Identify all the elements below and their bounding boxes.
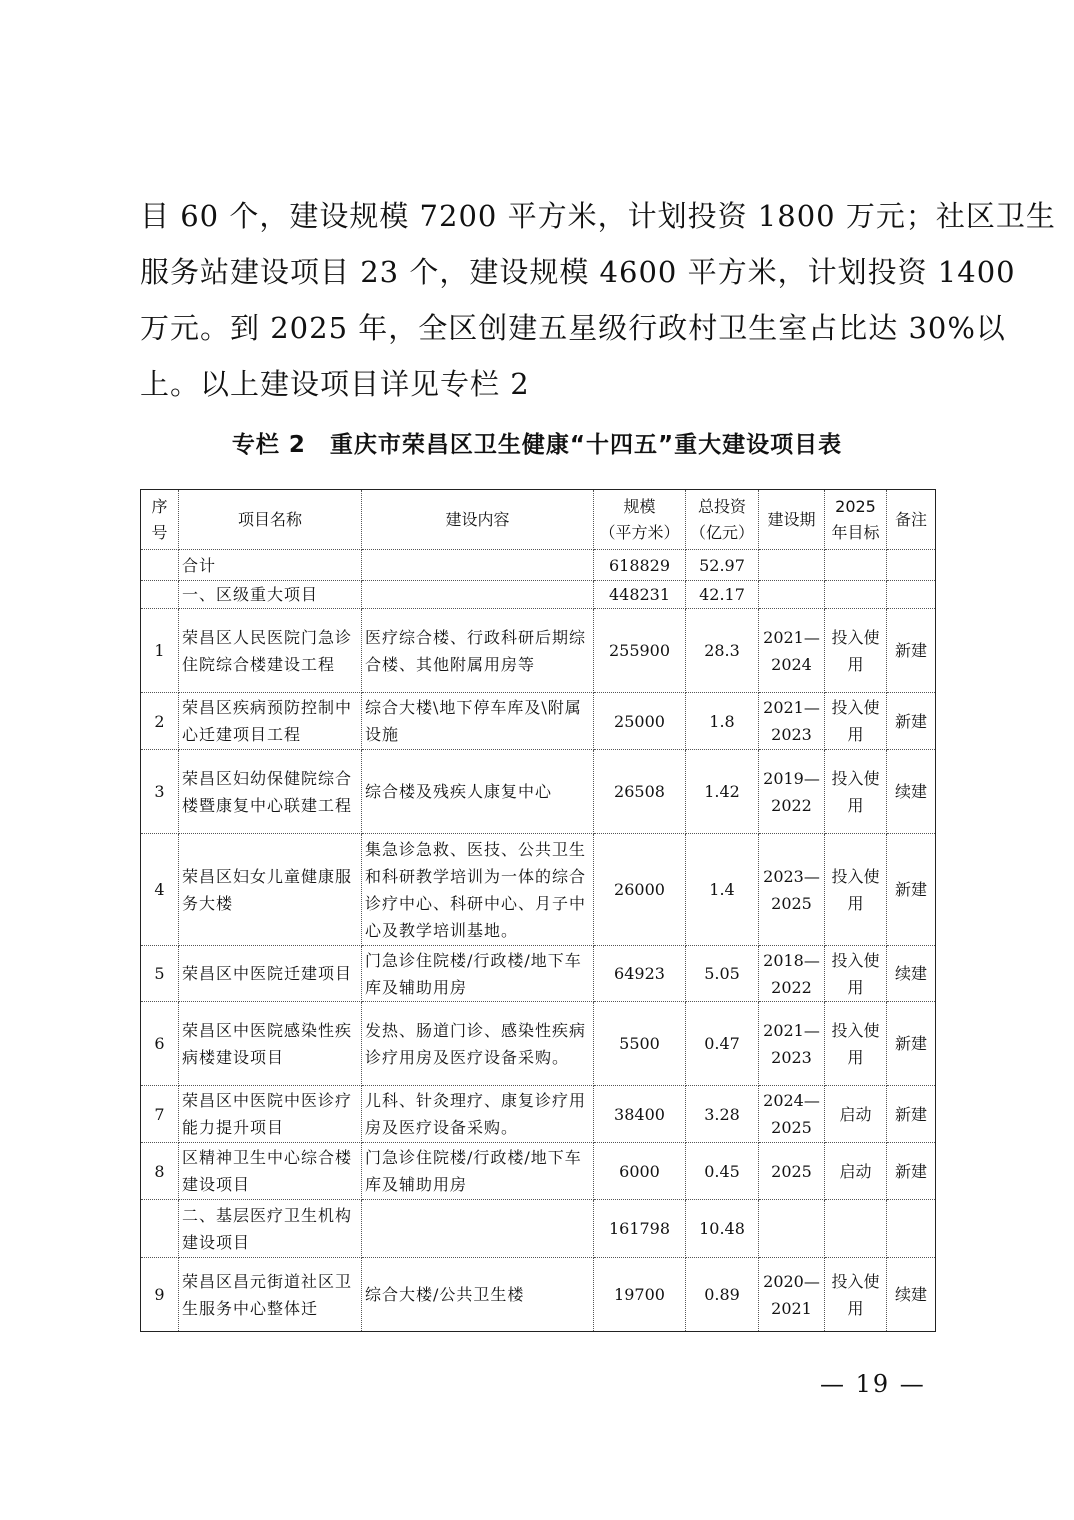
cell-note: 新建 xyxy=(887,1002,936,1086)
header-name: 项目名称 xyxy=(179,490,362,550)
cell-scale: 448231 xyxy=(594,581,686,609)
cell-period: 2020—2021 xyxy=(759,1258,825,1332)
cell-no: 2 xyxy=(141,693,179,750)
cell-invest: 0.45 xyxy=(686,1143,759,1200)
cell-invest: 10.48 xyxy=(686,1200,759,1258)
cell-note: 新建 xyxy=(887,1086,936,1143)
header-content: 建设内容 xyxy=(362,490,594,550)
table-header-row xyxy=(141,490,936,550)
paragraph-line: 服务站建设项目 23 个，建设规模 4600 平方米，计划投资 1400 xyxy=(140,255,1016,289)
cell-name: 荣昌区中医院迁建项目 xyxy=(179,946,362,1002)
table-body xyxy=(141,550,936,1332)
cell-period xyxy=(759,550,825,581)
table-row xyxy=(141,750,936,834)
cell-scale: 26000 xyxy=(594,834,686,946)
cell-content xyxy=(362,1200,594,1258)
cell-period: 2025 xyxy=(759,1143,825,1200)
cell-target: 投入使用 xyxy=(825,946,887,1002)
table-row xyxy=(141,834,936,946)
cell-invest: 1.8 xyxy=(686,693,759,750)
cell-no: 3 xyxy=(141,750,179,834)
cell-period: 2021—2024 xyxy=(759,609,825,693)
cell-note: 新建 xyxy=(887,693,936,750)
page-number: — 19 — xyxy=(820,1370,926,1398)
cell-target: 投入使用 xyxy=(825,834,887,946)
table-row xyxy=(141,1143,936,1200)
cell-scale: 618829 xyxy=(594,550,686,581)
cell-note: 续建 xyxy=(887,1258,936,1332)
cell-scale: 5500 xyxy=(594,1002,686,1086)
cell-target xyxy=(825,581,887,609)
cell-target: 投入使用 xyxy=(825,750,887,834)
cell-invest: 5.05 xyxy=(686,946,759,1002)
cell-note xyxy=(887,1200,936,1258)
table-row xyxy=(141,693,936,750)
table-row xyxy=(141,609,936,693)
cell-content xyxy=(362,581,594,609)
cell-invest: 42.17 xyxy=(686,581,759,609)
paragraph-line: 目 60 个，建设规模 7200 平方米，计划投资 1800 万元；社区卫生 xyxy=(140,199,1056,233)
cell-period xyxy=(759,581,825,609)
cell-content: 综合大楼\地下停车库及\附属设施 xyxy=(362,693,594,750)
body-paragraph xyxy=(140,188,1056,412)
table-row xyxy=(141,1200,936,1258)
cell-no: 7 xyxy=(141,1086,179,1143)
cell-target: 投入使用 xyxy=(825,1002,887,1086)
cell-target: 投入使用 xyxy=(825,609,887,693)
cell-period: 2018—2022 xyxy=(759,946,825,1002)
cell-name: 荣昌区中医院中医诊疗能力提升项目 xyxy=(179,1086,362,1143)
cell-no: 6 xyxy=(141,1002,179,1086)
cell-note: 续建 xyxy=(887,946,936,1002)
table-row xyxy=(141,1258,936,1332)
cell-name: 二、基层医疗卫生机构建设项目 xyxy=(179,1200,362,1258)
paragraph-line: 万元。到 2025 年，全区创建五星级行政村卫生室占比达 30%以 xyxy=(140,311,1006,345)
projects-table xyxy=(140,489,936,1332)
cell-name: 荣昌区妇幼保健院综合楼暨康复中心联建工程 xyxy=(179,750,362,834)
cell-content: 医疗综合楼、行政科研后期综合楼、其他附属用房等 xyxy=(362,609,594,693)
header-scale: 规模 （平方米） xyxy=(594,490,686,550)
cell-name: 荣昌区中医院感染性疾病楼建设项目 xyxy=(179,1002,362,1086)
cell-content: 综合大楼/公共卫生楼 xyxy=(362,1258,594,1332)
table-row xyxy=(141,1086,936,1143)
cell-scale: 19700 xyxy=(594,1258,686,1332)
cell-target xyxy=(825,1200,887,1258)
cell-no xyxy=(141,550,179,581)
cell-invest: 1.42 xyxy=(686,750,759,834)
cell-target: 启动 xyxy=(825,1143,887,1200)
cell-no xyxy=(141,1200,179,1258)
cell-invest: 0.47 xyxy=(686,1002,759,1086)
table-caption: 专栏 2 重庆市荣昌区卫生健康“十四五”重大建设项目表 xyxy=(231,432,843,458)
cell-content: 儿科、针灸理疗、康复诊疗用房及医疗设备采购。 xyxy=(362,1086,594,1143)
header-target: 2025 年目标 xyxy=(825,490,887,550)
cell-period: 2024—2025 xyxy=(759,1086,825,1143)
cell-target: 投入使用 xyxy=(825,1258,887,1332)
cell-period: 2021—2023 xyxy=(759,693,825,750)
cell-name: 荣昌区人民医院门急诊住院综合楼建设工程 xyxy=(179,609,362,693)
cell-content: 综合楼及残疾人康复中心 xyxy=(362,750,594,834)
cell-period: 2021—2023 xyxy=(759,1002,825,1086)
cell-no: 4 xyxy=(141,834,179,946)
paragraph-line: 上。以上建设项目详见专栏 2 xyxy=(140,367,530,401)
cell-invest: 52.97 xyxy=(686,550,759,581)
cell-target: 投入使用 xyxy=(825,693,887,750)
table-row xyxy=(141,1002,936,1086)
cell-content: 门急诊住院楼/行政楼/地下车库及辅助用房 xyxy=(362,1143,594,1200)
cell-content: 发热、肠道门诊、感染性疾病诊疗用房及医疗设备采购。 xyxy=(362,1002,594,1086)
cell-name: 合计 xyxy=(179,550,362,581)
cell-no: 9 xyxy=(141,1258,179,1332)
cell-content: 集急诊急救、医技、公共卫生和科研教学培训为一体的综合诊疗中心、科研中心、月子中心及教学培训基地。 xyxy=(362,834,594,946)
cell-note: 新建 xyxy=(887,609,936,693)
cell-note: 续建 xyxy=(887,750,936,834)
cell-period xyxy=(759,1200,825,1258)
cell-no: 1 xyxy=(141,609,179,693)
header-period: 建设期 xyxy=(759,490,825,550)
cell-content: 门急诊住院楼/行政楼/地下车库及辅助用房 xyxy=(362,946,594,1002)
cell-scale: 26508 xyxy=(594,750,686,834)
cell-invest: 0.89 xyxy=(686,1258,759,1332)
table-row xyxy=(141,550,936,581)
cell-no xyxy=(141,581,179,609)
header-note: 备注 xyxy=(887,490,936,550)
cell-scale: 255900 xyxy=(594,609,686,693)
cell-note xyxy=(887,581,936,609)
cell-scale: 64923 xyxy=(594,946,686,1002)
cell-invest: 3.28 xyxy=(686,1086,759,1143)
cell-content xyxy=(362,550,594,581)
cell-period: 2023—2025 xyxy=(759,834,825,946)
table-row xyxy=(141,581,936,609)
cell-name: 荣昌区妇女儿童健康服务大楼 xyxy=(179,834,362,946)
cell-name: 区精神卫生中心综合楼建设项目 xyxy=(179,1143,362,1200)
cell-invest: 28.3 xyxy=(686,609,759,693)
cell-target: 启动 xyxy=(825,1086,887,1143)
cell-no: 8 xyxy=(141,1143,179,1200)
cell-scale: 38400 xyxy=(594,1086,686,1143)
cell-period: 2019—2022 xyxy=(759,750,825,834)
cell-note xyxy=(887,550,936,581)
cell-scale: 6000 xyxy=(594,1143,686,1200)
cell-name: 一、区级重大项目 xyxy=(179,581,362,609)
header-invest: 总投资 （亿元） xyxy=(686,490,759,550)
cell-note: 新建 xyxy=(887,1143,936,1200)
table-row xyxy=(141,946,936,1002)
cell-no: 5 xyxy=(141,946,179,1002)
cell-note: 新建 xyxy=(887,834,936,946)
cell-scale: 161798 xyxy=(594,1200,686,1258)
cell-name: 荣昌区疾病预防控制中心迁建项目工程 xyxy=(179,693,362,750)
cell-invest: 1.4 xyxy=(686,834,759,946)
cell-scale: 25000 xyxy=(594,693,686,750)
cell-name: 荣昌区昌元街道社区卫生服务中心整体迁 xyxy=(179,1258,362,1332)
header-no: 序 号 xyxy=(141,490,179,550)
cell-target xyxy=(825,550,887,581)
